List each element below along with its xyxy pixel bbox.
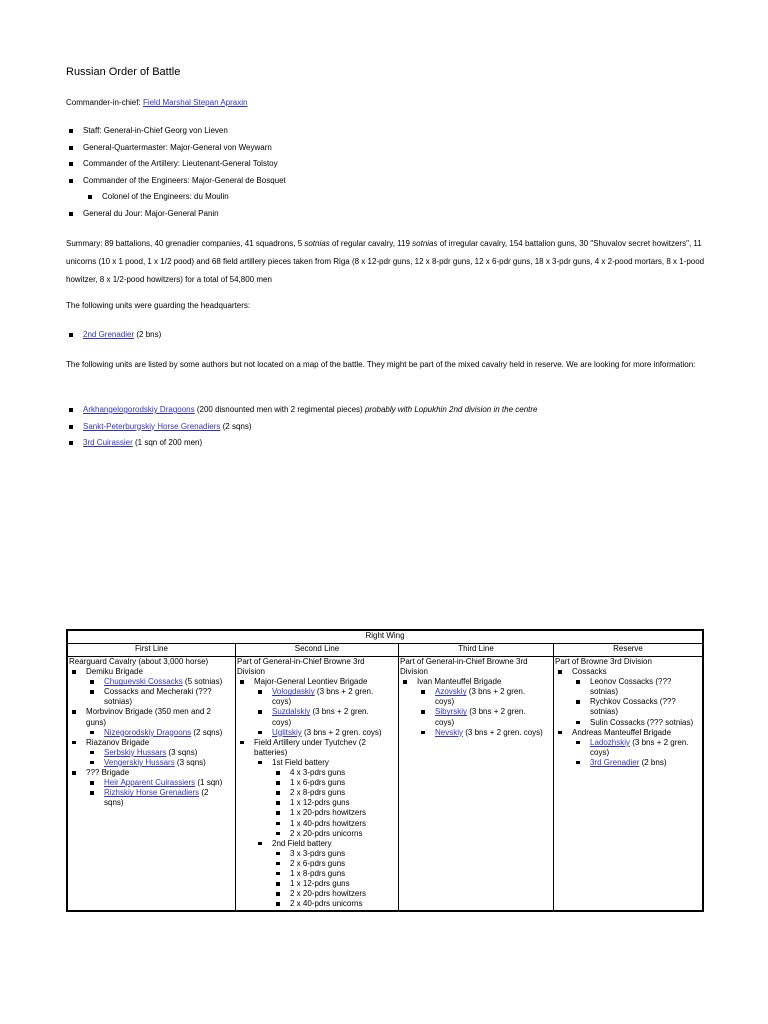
column-header: Reserve [554, 644, 704, 657]
cell-line [237, 728, 397, 738]
commander-label: Commander-in-chief: [66, 98, 141, 107]
table-caption: Right Wing [67, 630, 703, 644]
cell-line [400, 687, 552, 697]
unit-text: (3 sqns) [166, 747, 198, 757]
unit-link[interactable]: Chuguevski Cossacks [104, 677, 183, 687]
unit-text: (3 bns + 2 gren. [630, 737, 689, 747]
unit-text: (5 sotnias) [182, 677, 223, 687]
unit-text: 1 x 12-pdrs guns [290, 798, 350, 808]
cell-line [237, 778, 397, 788]
unit-text: (2 sqns) [191, 727, 223, 737]
unit-link[interactable]: Nevskiy [435, 727, 464, 737]
cell-line [400, 728, 552, 738]
unit-detail: (2 sqns) [220, 421, 252, 431]
unit-text: (3 bns + 2 gren. [467, 707, 526, 717]
cell-line [237, 879, 397, 889]
cell-line [69, 738, 234, 748]
commander-line [66, 94, 706, 112]
cell-line [69, 718, 234, 728]
cell-line [69, 748, 234, 758]
unit-text: Ivan Manteuffel Brigade [417, 677, 502, 687]
third-line-cell [399, 657, 554, 911]
cell-line [555, 728, 701, 738]
unit-text: 2 x 6-pdrs guns [290, 858, 346, 868]
unit-text: sotnias) [590, 707, 619, 717]
unit-link[interactable]: Suzdalskiy [272, 707, 311, 717]
unit-text: 1 x 8-pdrs guns [290, 868, 346, 878]
unit-link[interactable]: Vengerskiy Hussars [104, 757, 175, 767]
summary-italic: sotnias [304, 239, 330, 248]
unit-text: 4 x 3-pdrs guns [290, 768, 346, 778]
page-title: Russian Order of Battle [66, 66, 181, 78]
unit-link[interactable]: Uglitskiy [272, 727, 302, 737]
cell-line [69, 677, 234, 687]
staff-item: General du Jour: Major-General Panin [66, 206, 706, 223]
unit-text: (2 [199, 788, 209, 798]
cell-line [69, 788, 234, 798]
cell-line [237, 808, 397, 818]
cell-line [69, 697, 234, 707]
cell-line [237, 829, 397, 839]
cell-line [237, 738, 397, 748]
unit-link[interactable]: Ladozhskiy [590, 737, 631, 747]
cell-line [400, 667, 552, 677]
unit-text: sqns) [104, 798, 124, 808]
unit-link[interactable]: Serbskiy Hussars [104, 747, 167, 757]
staff-item: Commander of the Engineers: Major-General de Bosquet [66, 173, 706, 190]
unit-text: sotnias) [104, 697, 133, 707]
cell-line [555, 687, 701, 697]
unit-text: Part of General-in-Chief Browne 3rd [400, 657, 528, 666]
unit-text: (3 bns + 2 gren. [466, 687, 526, 697]
cell-line [400, 697, 552, 707]
cell-line [237, 667, 397, 677]
other-units-list [66, 402, 706, 452]
cell-line [237, 899, 397, 909]
hq-intro: The following units were guarding the headquarters: [66, 301, 251, 310]
unit-link[interactable]: Sibyrskiy [435, 707, 468, 717]
unit-text: (3 bns + 2 gren. coys) [463, 727, 543, 737]
unit-text: 2 x 20-pdrs howitzers [290, 889, 367, 899]
unit-link[interactable]: 2nd Grenadier [83, 330, 135, 339]
unit-link[interactable]: Vologdaskiy [272, 687, 315, 697]
list-item [66, 402, 706, 419]
cell-line [69, 798, 234, 808]
cell-line [237, 718, 397, 728]
unit-text: Sulin Cossacks (??? sotnias) [590, 717, 694, 727]
unit-text: Cossacks and Mecheraki (??? [104, 687, 212, 697]
cell-line [237, 697, 397, 707]
cell-line [237, 819, 397, 829]
summary-text: of regular cavalry, 119 [329, 239, 413, 248]
staff-item: Commander of the Artillery: Lieutenant-General Tolstoy [66, 156, 706, 173]
unit-text: Rearguard Cavalry (about 3,000 horse) [69, 657, 209, 666]
cell-line [69, 728, 234, 738]
other-intro: The following units are listed by some authors but not located on a map of the battle. They might be part of the mixed cavalry held in reserve. We are looking for more information: [66, 360, 696, 369]
reserve-cell [554, 657, 704, 911]
unit-text: Andreas Manteuffel Brigade [572, 727, 672, 737]
unit-text: (3 bns + 2 gren. [314, 687, 374, 697]
list-item [66, 419, 706, 436]
staff-item: General-Quartermaster: Major-General von Weywarn [66, 140, 706, 157]
cell-line [237, 788, 397, 798]
cell-line [555, 667, 701, 677]
unit-text: 2 x 20-pdrs unicorns [290, 828, 363, 838]
cell-line [237, 677, 397, 687]
summary-paragraph [66, 235, 706, 289]
unit-text: Major-General Leontiev Brigade [254, 677, 368, 687]
unit-text: 2nd Field battery [272, 838, 332, 848]
unit-detail: (200 disnounted men with 2 regimental pieces) [194, 405, 365, 414]
cell-line [400, 718, 552, 728]
unit-text: 2 x 8-pdrs guns [290, 788, 346, 798]
commander-link[interactable]: Field Marshal Stepan Apraxin [142, 98, 248, 107]
unit-detail: (2 bns) [134, 330, 162, 339]
unit-text: coys) [435, 717, 455, 727]
cell-line [237, 869, 397, 879]
cell-line [555, 718, 701, 728]
unit-text: coys) [272, 697, 292, 707]
list-item [66, 327, 706, 344]
unit-text: 1 x 12-pdrs guns [290, 879, 350, 889]
cell-line [555, 758, 701, 768]
hq-list [66, 327, 706, 344]
unit-text: guns) [86, 717, 107, 727]
unit-detail: (1 sqn of 200 men) [132, 438, 203, 447]
unit-link[interactable]: Azovskiy [435, 687, 467, 697]
unit-text: 2 x 40-pdrs unicorns [290, 899, 363, 909]
column-header: First Line [67, 644, 236, 657]
unit-link[interactable]: Heir Apparent Cuirassiers [104, 778, 196, 788]
summary-italic: sotnias [412, 239, 438, 248]
cell-line [237, 768, 397, 778]
unit-text: (3 bns + 2 gren. [310, 707, 369, 717]
cell-line [237, 849, 397, 859]
unit-text: 1st Field battery [272, 757, 329, 767]
cell-line [237, 657, 397, 667]
cell-line [237, 889, 397, 899]
cell-line [400, 677, 552, 687]
cell-line [69, 778, 234, 788]
cell-line [400, 707, 552, 717]
unit-text: batteries) [254, 747, 288, 757]
cell-line [555, 697, 701, 707]
unit-text: coys) [435, 697, 455, 707]
cell-line [237, 707, 397, 717]
unit-text: (3 sqns) [174, 757, 206, 767]
unit-link[interactable]: Nizegorodskiy Dragoons [104, 727, 192, 737]
unit-text: Division [237, 667, 266, 677]
unit-text: Field Artillery under Tyutchev (2 [254, 737, 366, 747]
cell-line [237, 839, 397, 849]
cell-line [69, 667, 234, 677]
first-line-cell [67, 657, 236, 911]
cell-line [237, 687, 397, 697]
staff-subitem: Colonel of the Engineers: du Moulin [66, 189, 706, 206]
unit-text: 1 x 6-pdrs guns [290, 778, 346, 788]
unit-link[interactable]: Arkhangelogorodskiy Dragoons [83, 405, 195, 414]
unit-text: Cossacks [572, 667, 607, 677]
unit-text: Part of Browne 3rd Division [555, 657, 652, 666]
unit-text: (2 bns) [639, 757, 667, 767]
cell-line [237, 748, 397, 758]
summary-text: Summary: 89 battalions, 40 grenadier companies, 41 squadrons, 5 [66, 239, 305, 248]
cell-line [237, 859, 397, 869]
unit-text: 1 x 40-pdrs howitzers [290, 818, 367, 828]
staff-item: Staff: General-in-Chief Georg von Lieven [66, 123, 706, 140]
cell-line [69, 758, 234, 768]
unit-text: Division [400, 667, 429, 677]
unit-text: 1 x 20-pdrs howitzers [290, 808, 367, 818]
cell-line [555, 707, 701, 717]
cell-line [69, 707, 234, 717]
cell-line [555, 748, 701, 758]
order-of-battle-table [66, 629, 704, 912]
column-header: Second Line [236, 644, 399, 657]
unit-text: Morbvinov Brigade (350 men and 2 [86, 707, 211, 717]
unit-text: Part of General-in-Chief Browne 3rd [237, 657, 365, 666]
staff-list [66, 123, 706, 222]
unit-link[interactable]: 3rd Grenadier [590, 757, 640, 767]
list-item [66, 435, 706, 452]
cell-line [555, 657, 701, 667]
unit-link[interactable]: 3rd Cuirassier [83, 438, 133, 447]
unit-text: sotnias) [590, 687, 619, 697]
summary-text: of irregular cavalry, 154 battalion guns, 30 "Shuvalov secret howitzers", 11 unicorns (10 x 1 pood, 1 x 1/2 pood) and 68 field artillery pieces taken from Riga (8 x 12-pdr guns, 12 x 8-pdr guns, 12 x 6-pdr guns, 18 x 3-pdr guns, 4 x 2-pood mortars, 8 x 1-pood howitzer, 8 x 1/2-pood howitzers) for a total of 54,800 men [66, 239, 705, 284]
unit-text: ??? Brigade [86, 768, 130, 778]
cell-line [69, 687, 234, 697]
unit-text: coys) [590, 747, 610, 757]
unit-link[interactable]: Rizhskiy Horse Grenadiers [104, 788, 200, 798]
unit-text: coys) [272, 717, 292, 727]
cell-line [237, 758, 397, 768]
unit-text: Rychkov Cossacks (??? [590, 697, 676, 707]
cell-line [237, 798, 397, 808]
cell-line [555, 677, 701, 687]
unit-text: Demiku Brigade [86, 667, 143, 677]
unit-note: probably with Lopukhin 2nd division in the centre [364, 405, 538, 414]
unit-text: (1 sqn) [195, 778, 223, 788]
unit-text: (3 bns + 2 gren. coys) [301, 727, 382, 737]
cell-line [555, 738, 701, 748]
column-header: Third Line [399, 644, 554, 657]
unit-text: 3 x 3-pdrs guns [290, 848, 346, 858]
second-line-cell [236, 657, 399, 911]
unit-text: Leonov Cossacks (??? [590, 677, 672, 687]
cell-line [69, 657, 234, 667]
cell-line [400, 657, 552, 667]
unit-link[interactable]: Sankt-Peterburgskiy Horse Grenadiers [83, 421, 221, 431]
cell-line [69, 768, 234, 778]
unit-text: Riazanov Brigade [86, 737, 150, 747]
